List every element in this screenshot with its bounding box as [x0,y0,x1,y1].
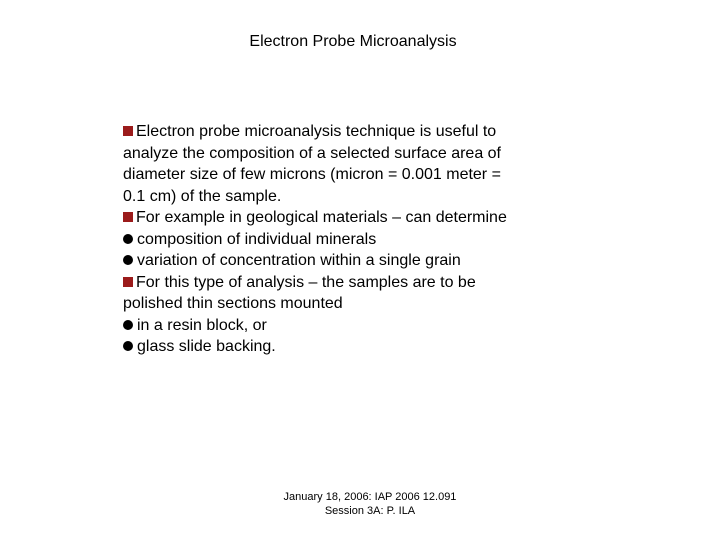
slide-body [123,121,593,358]
bullet-text: polished thin sections mounted [123,295,343,312]
bullet-line [123,315,593,337]
round-bullet-icon [123,234,133,244]
bullet-text: For example in geological materials – can determine [136,209,507,226]
square-bullet-icon [123,277,133,287]
footer-line: Session 3A: P. ILA [324,505,416,517]
bullet-text: Electron probe microanalysis technique is useful to [136,123,497,140]
bullet-text: composition of individual minerals [137,230,377,248]
square-bullet-icon [123,212,133,222]
round-bullet-icon [123,320,133,330]
bullet-line [123,207,593,229]
slide-footer [0,490,720,518]
bullet-line [123,164,593,186]
round-bullet-icon [123,255,133,265]
bullet-text: variation of concentration within a single grain [137,252,461,269]
slide-title: Electron Probe Microanalysis [249,33,457,50]
bullet-line [123,293,593,315]
bullet-text: diameter size of few microns (micron = 0.001 meter = [123,166,501,183]
bullet-line [123,272,593,294]
bullet-line [123,121,593,143]
footer-line: January 18, 2006: IAP 2006 12.091 [283,491,457,503]
square-bullet-icon [123,126,133,136]
bullet-text: glass slide backing. [137,338,276,355]
bullet-text: For this type of analysis – the samples are to be [136,273,476,291]
bullet-line [123,229,593,251]
bullet-line [123,143,593,165]
round-bullet-icon [123,341,133,351]
bullet-text: in a resin block, or [137,316,267,334]
bullet-line [123,336,593,358]
bullet-text: analyze the composition of a selected surface area of [123,144,501,162]
bullet-text: 0.1 cm) of the sample. [123,187,282,205]
bullet-line [123,186,593,208]
bullet-line [123,250,593,272]
